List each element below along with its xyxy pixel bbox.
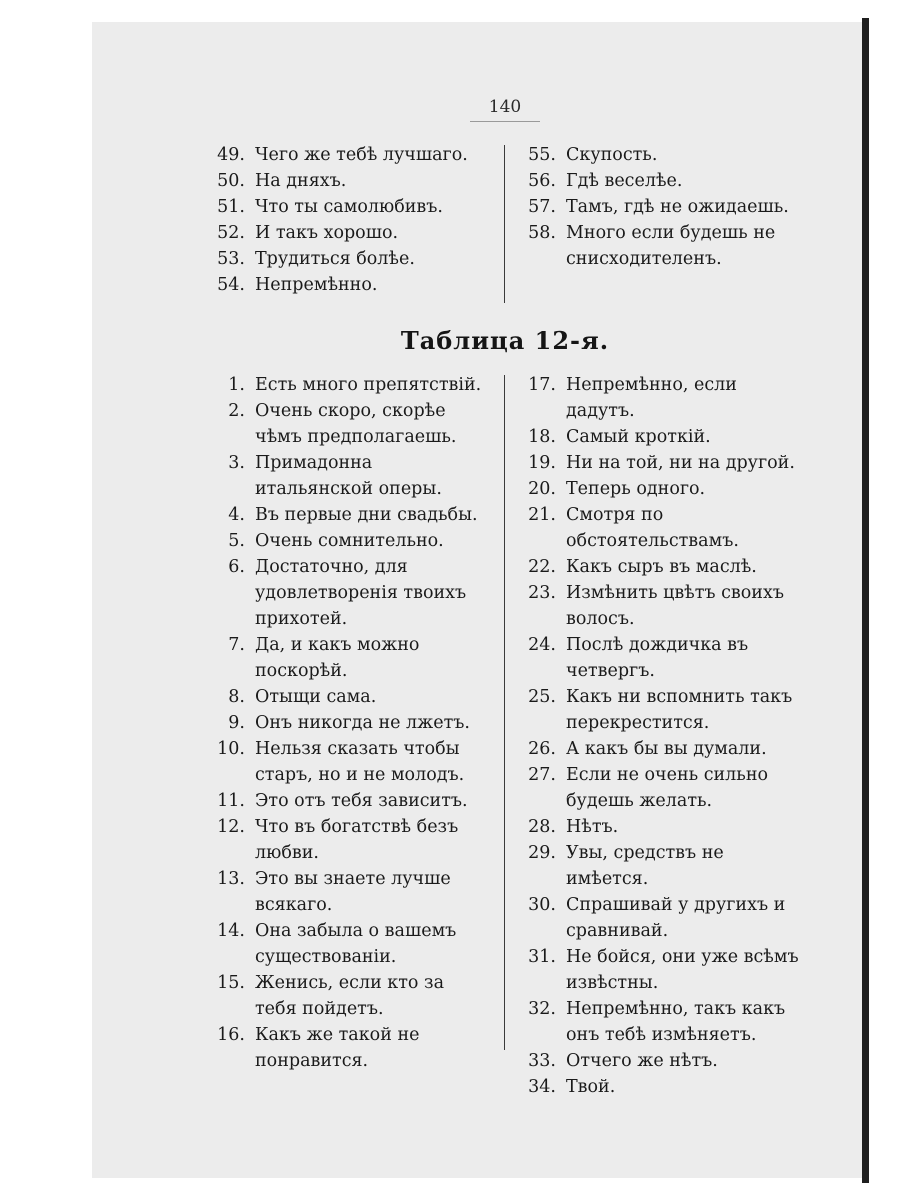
list-entry <box>205 632 487 684</box>
entry-text: Послѣ дождичка въ четвергъ. <box>566 635 749 681</box>
entry-number: 8. <box>228 687 245 707</box>
list-entry <box>516 220 800 272</box>
list-entry <box>516 476 800 502</box>
entry-number: 33. <box>528 1051 556 1071</box>
entry-number: 14. <box>217 921 245 941</box>
entry-number: 19. <box>528 453 556 473</box>
entry-number: 29. <box>528 843 556 863</box>
top-left-list <box>205 142 487 298</box>
entry-number: 57. <box>528 197 556 217</box>
list-entry <box>205 168 487 194</box>
list-entry <box>205 736 487 788</box>
entry-text: Если не очень сильно будешь желать. <box>566 765 769 811</box>
entry-text: Какъ же такой не понравится. <box>255 1025 420 1071</box>
list-entry <box>516 580 800 632</box>
entry-number: 26. <box>528 739 556 759</box>
entry-number: 22. <box>528 557 556 577</box>
list-entry <box>205 970 487 1022</box>
entry-text: Трудиться болѣе. <box>255 249 415 269</box>
list-entry <box>516 892 800 944</box>
list-entry <box>205 554 487 632</box>
list-entry <box>516 502 800 554</box>
entry-text: На дняхъ. <box>255 171 347 191</box>
entry-text: Непремѣнно, если дадутъ. <box>566 375 737 421</box>
entry-number: 53. <box>217 249 245 269</box>
entry-text: Нельзя сказать чтобы старъ, но и не молодъ. <box>255 739 465 785</box>
list-entry <box>205 372 487 398</box>
entry-number: 12. <box>217 817 245 837</box>
entry-text: Въ первые дни свадьбы. <box>255 505 478 525</box>
entry-number: 9. <box>228 713 245 733</box>
top-right-list <box>516 142 800 272</box>
entry-text: Ни на той, ни на другой. <box>566 453 795 473</box>
list-entry <box>205 272 487 298</box>
table-title: Таблица 12-я. <box>400 326 610 355</box>
entry-text: Достаточно, для удовлетворенія твоихъ прихотей. <box>255 557 467 629</box>
entry-text: Теперь одного. <box>566 479 706 499</box>
entry-number: 17. <box>528 375 556 395</box>
entry-text: Гдѣ веселѣе. <box>566 171 683 191</box>
entry-text: Увы, средствъ не имѣется. <box>566 843 724 889</box>
entry-number: 51. <box>217 197 245 217</box>
entry-number: 49. <box>217 145 245 165</box>
list-entry <box>516 996 800 1048</box>
list-entry <box>516 424 800 450</box>
entry-number: 52. <box>217 223 245 243</box>
entry-text: Что въ богатствѣ безъ любви. <box>255 817 459 863</box>
entry-number: 32. <box>528 999 556 1019</box>
entry-number: 5. <box>228 531 245 551</box>
list-entry <box>205 398 487 450</box>
entry-text: Женись, если кто за тебя пойдетъ. <box>255 973 444 1019</box>
table12-right-list <box>516 372 800 1100</box>
list-entry <box>205 918 487 970</box>
entry-number: 56. <box>528 171 556 191</box>
entry-number: 23. <box>528 583 556 603</box>
entry-text: А какъ бы вы думали. <box>566 739 767 759</box>
entry-number: 54. <box>217 275 245 295</box>
list-entry <box>516 168 800 194</box>
list-entry <box>205 710 487 736</box>
entry-text: Очень сомнительно. <box>255 531 444 551</box>
entry-number: 21. <box>528 505 556 525</box>
list-entry <box>516 372 800 424</box>
entry-text: Примадонна итальянской оперы. <box>255 453 442 499</box>
entry-text: Смотря по обстоятельствамъ. <box>566 505 739 551</box>
entry-text: Скупость. <box>566 145 658 165</box>
entry-number: 7. <box>228 635 245 655</box>
entry-text: Много если будешь не снисходителенъ. <box>566 223 776 269</box>
page-number: 140 <box>488 97 522 117</box>
list-entry <box>205 528 487 554</box>
entry-number: 15. <box>217 973 245 993</box>
entry-text: Непремѣнно, такъ какъ онъ тебѣ измѣняетъ. <box>566 999 786 1045</box>
list-entry <box>516 840 800 892</box>
column-divider-main <box>504 375 505 1050</box>
entry-text: И такъ хорошо. <box>255 223 399 243</box>
entry-text: Непремѣнно. <box>255 275 378 295</box>
entry-number: 6. <box>228 557 245 577</box>
list-entry <box>516 632 800 684</box>
entry-text: Нѣтъ. <box>566 817 619 837</box>
list-entry <box>516 554 800 580</box>
entry-number: 55. <box>528 145 556 165</box>
entry-number: 11. <box>217 791 245 811</box>
entry-number: 2. <box>228 401 245 421</box>
entry-number: 24. <box>528 635 556 655</box>
entry-number: 3. <box>228 453 245 473</box>
list-entry <box>516 762 800 814</box>
entry-number: 16. <box>217 1025 245 1045</box>
list-entry <box>516 736 800 762</box>
entry-number: 28. <box>528 817 556 837</box>
list-entry <box>205 502 487 528</box>
entry-number: 13. <box>217 869 245 889</box>
entry-text: Не бойся, они уже всѣмъ извѣстны. <box>566 947 799 993</box>
entry-text: Что ты самолюбивъ. <box>255 197 443 217</box>
list-entry <box>205 788 487 814</box>
list-entry <box>516 1074 800 1100</box>
list-entry <box>516 142 800 168</box>
list-entry <box>516 194 800 220</box>
entry-number: 31. <box>528 947 556 967</box>
list-entry <box>205 194 487 220</box>
entry-number: 18. <box>528 427 556 447</box>
entry-text: Она забыла о вашемъ существованіи. <box>255 921 457 967</box>
list-entry <box>205 1022 487 1074</box>
entry-number: 58. <box>528 223 556 243</box>
list-entry <box>516 450 800 476</box>
entry-text: Чего же тебѣ лучшаго. <box>255 145 468 165</box>
list-entry <box>516 1048 800 1074</box>
list-entry <box>516 944 800 996</box>
entry-text: Спрашивай у другихъ и сравнивай. <box>566 895 786 941</box>
list-entry <box>205 142 487 168</box>
entry-number: 20. <box>528 479 556 499</box>
entry-number: 50. <box>217 171 245 191</box>
page-number-rule <box>470 121 540 122</box>
entry-text: Какъ ни вспомнить такъ перекрестится. <box>566 687 793 733</box>
list-entry <box>205 450 487 502</box>
entry-text: Очень скоро, скорѣе чѣмъ предполагаешь. <box>255 401 457 447</box>
entry-text: Твой. <box>566 1077 616 1097</box>
entry-text: Есть много препятствій. <box>255 375 482 395</box>
list-entry <box>205 220 487 246</box>
entry-text: Это вы знаете лучше всякаго. <box>255 869 451 915</box>
list-entry <box>516 814 800 840</box>
entry-number: 1. <box>228 375 245 395</box>
entry-number: 30. <box>528 895 556 915</box>
scan-edge <box>862 18 869 1183</box>
list-entry <box>205 684 487 710</box>
entry-text: Какъ сыръ въ маслѣ. <box>566 557 757 577</box>
entry-text: Тамъ, гдѣ не ожидаешь. <box>566 197 789 217</box>
entry-number: 34. <box>528 1077 556 1097</box>
entry-text: Самый кроткій. <box>566 427 711 447</box>
entry-number: 25. <box>528 687 556 707</box>
list-entry <box>205 246 487 272</box>
column-divider-top <box>504 145 505 303</box>
list-entry <box>205 814 487 866</box>
entry-text: Отчего же нѣтъ. <box>566 1051 718 1071</box>
entry-number: 27. <box>528 765 556 785</box>
entry-number: 10. <box>217 739 245 759</box>
entry-number: 4. <box>228 505 245 525</box>
list-entry <box>516 684 800 736</box>
entry-text: Да, и какъ можно поскорѣй. <box>255 635 420 681</box>
entry-text: Онъ никогда не лжетъ. <box>255 713 470 733</box>
table12-left-list <box>205 372 487 1074</box>
list-entry <box>205 866 487 918</box>
entry-text: Отыщи сама. <box>255 687 377 707</box>
entry-text: Измѣнить цвѣтъ своихъ волосъ. <box>566 583 784 629</box>
entry-text: Это отъ тебя зависитъ. <box>255 791 468 811</box>
